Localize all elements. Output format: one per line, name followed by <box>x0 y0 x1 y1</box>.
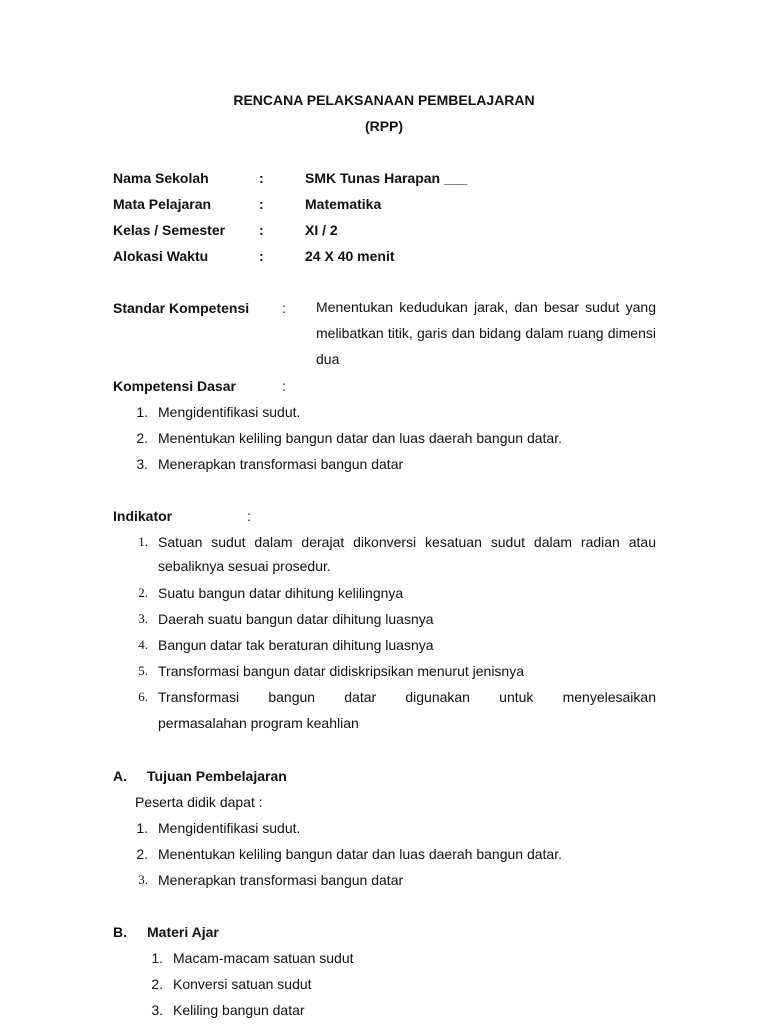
list-number: 1. <box>151 950 163 966</box>
list-number: 3. <box>138 611 148 626</box>
document-title: RENCANA PELAKSANAAN PEMBELAJARAN <box>233 92 535 108</box>
identity-label-time: Alokasi Waktu <box>113 248 209 264</box>
indikator-label: Indikator <box>113 508 173 524</box>
list-number: 4. <box>138 637 148 652</box>
list-number: 1. <box>138 534 148 549</box>
identity-label-subject: Mata Pelajaran <box>113 196 212 212</box>
indikator-item: Satuan sudut dalam derajat dikonversi kesatuan sudut dalam radian atau <box>158 534 656 550</box>
standar-kompetensi-text: Menentukan kedudukan jarak, dan besar sudut yang melibatkan titik, garis dan bidang dalam ruang dimensi dua <box>316 299 656 367</box>
identity-value-school: SMK Tunas Harapan ___ <box>305 170 468 186</box>
identity-colon: : <box>259 248 264 264</box>
list-number: 2. <box>151 976 163 992</box>
indikator-item: Bangun datar tak beraturan dihitung luasnya <box>158 637 434 653</box>
indikator-item-continuation: permasalahan program keahlian <box>158 715 359 731</box>
list-number: 6. <box>138 689 148 704</box>
indikator-item: Daerah suatu bangun datar dihitung luasnya <box>158 611 434 627</box>
document-subtitle: (RPP) <box>364 118 404 134</box>
materi-item: Macam-macam satuan sudut <box>173 950 354 966</box>
identity-value-time: 24 X 40 menit <box>305 248 395 264</box>
section-a-letter: A. <box>113 768 127 784</box>
section-a-intro: Peserta didik dapat : <box>135 794 263 810</box>
identity-label-class: Kelas / Semester <box>113 222 226 238</box>
list-number: 3. <box>151 1002 163 1018</box>
list-number: 1. <box>136 820 148 836</box>
indikator-item: Transformasi bangun datar didiskripsikan menurut jenisnya <box>158 663 524 679</box>
tujuan-item: Menentukan keliling bangun datar dan luas daerah bangun datar. <box>158 846 562 862</box>
kompetensi-dasar-item: Menentukan keliling bangun datar dan luas daerah bangun datar. <box>158 430 562 446</box>
section-a-heading: Tujuan Pembelajaran <box>147 768 287 784</box>
list-number: 3. <box>136 456 148 472</box>
standar-kompetensi-label: Standar Kompetensi <box>113 300 250 316</box>
list-number: 5. <box>138 663 148 678</box>
list-number: 1. <box>136 404 148 420</box>
section-b-heading: Materi Ajar <box>147 924 219 940</box>
kompetensi-dasar-label: Kompetensi Dasar <box>113 378 236 394</box>
tujuan-item: Menerapkan transformasi bangun datar <box>158 872 404 888</box>
identity-colon: : <box>259 170 264 186</box>
materi-item: Konversi satuan sudut <box>173 976 312 992</box>
identity-value-class: XI / 2 <box>305 222 338 238</box>
identity-colon: : <box>259 196 264 212</box>
list-number: 3. <box>138 872 148 887</box>
list-number: 2. <box>136 846 148 862</box>
identity-value-subject: Matematika <box>305 196 382 212</box>
indikator-item-continuation: sebaliknya sesuai prosedur. <box>158 558 331 574</box>
materi-item: Keliling bangun datar <box>173 1002 305 1018</box>
tujuan-item: Mengidentifikasi sudut. <box>158 820 301 836</box>
list-number: 2. <box>136 430 148 446</box>
identity-colon: : <box>259 222 264 238</box>
section-b-letter: B. <box>113 924 127 940</box>
indikator-item: Suatu bangun datar dihitung kelilingnya <box>158 585 404 601</box>
identity-label-school: Nama Sekolah <box>113 170 209 186</box>
indikator-item: Transformasi bangun datar digunakan untuk menyelesaikan <box>158 689 656 705</box>
kompetensi-dasar-item: Menerapkan transformasi bangun datar <box>158 456 404 472</box>
kompetensi-dasar-item: Mengidentifikasi sudut. <box>158 404 301 420</box>
standar-kompetensi-colon: : <box>282 300 286 316</box>
kompetensi-dasar-colon: : <box>282 378 286 394</box>
indikator-colon: : <box>247 508 251 524</box>
list-number: 2. <box>138 585 148 600</box>
